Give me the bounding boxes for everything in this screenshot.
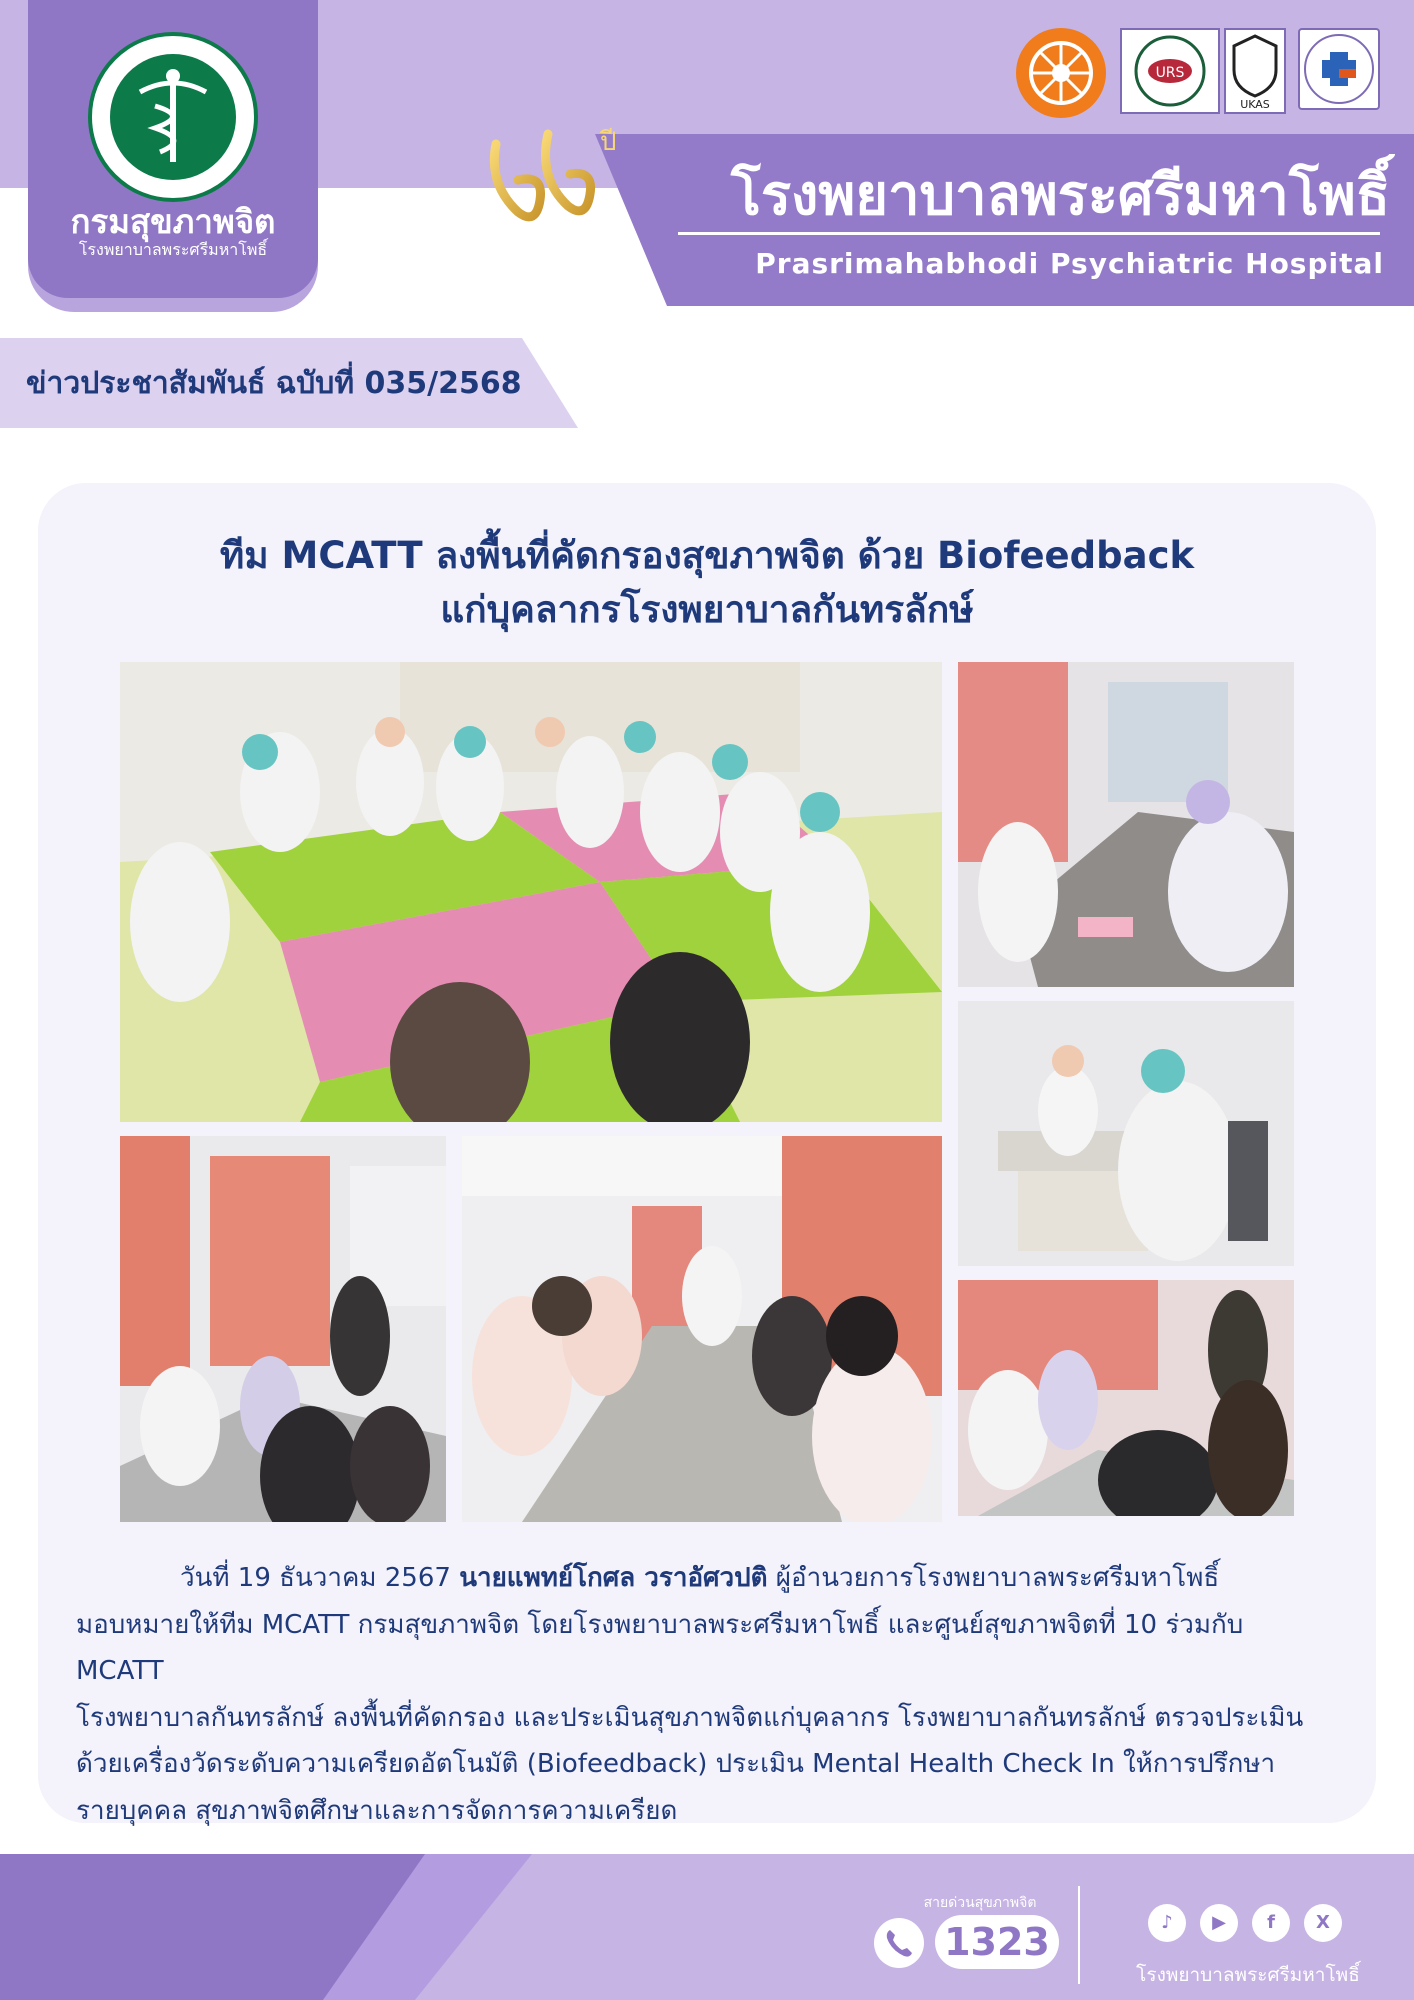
header-divider [678, 232, 1380, 235]
photo-consultation-desk [958, 1001, 1294, 1266]
article-date: วันที่ 19 ธันวาคม 2567 [180, 1563, 460, 1593]
press-release-label: ข่าวประชาสัมพันธ์ ฉบับที่ 035/2568 [26, 366, 522, 401]
article-body-line5: รายบุคคล สุขภาพจิตศึกษาและการจัดการความเครียด [76, 1795, 678, 1826]
svg-text:ปี: ปี [600, 127, 617, 157]
photo-biofeedback-desk [958, 662, 1294, 987]
hospital-name-english: Prasrimahabhodi Psychiatric Hospital [755, 247, 1384, 280]
healthcare-accreditation-logo [1298, 28, 1380, 110]
article-body-line1 [76, 1555, 1338, 1602]
photo-meeting-room [462, 1136, 942, 1522]
article-title-line1: ทีม MCATT ลงพื้นที่คัดกรองสุขภาพจิต ด้วย Biofeedback [219, 534, 1195, 577]
article-body-line2: มอบหมายให้ทีม MCATT กรมสุขภาพจิต โดยโรงพยาบาลพระศรีมหาโพธิ์ และศูนย์สุขภาพจิตที่ 10 ร่วมกับ MCATT [76, 1609, 1244, 1686]
ministry-seal-center [110, 54, 236, 180]
hotline-label: สายด่วนสุขภาพจิต [923, 1895, 1037, 1911]
hospital-name-thai: โรงพยาบาลพระศรีมหาโพธิ์ [730, 162, 1390, 228]
photo-group-session [120, 662, 942, 1122]
caduceus-icon [110, 54, 236, 180]
footer-divider [1078, 1886, 1080, 1984]
article-body [76, 1555, 1338, 1834]
photo-office-desk [120, 1136, 446, 1522]
article-body-line4: ด้วยเครื่องวัดระดับความเครียดอัตโนมัติ (Biofeedback) ประเมิน Mental Health Check In ให้การปรึกษา [76, 1749, 1276, 1779]
photo-screening-table [958, 1280, 1294, 1516]
department-name: กรมสุขภาพจิต [70, 202, 276, 241]
article-line1-rest: ผู้อำนวยการโรงพยาบาลพระศรีมหาโพธิ์ [767, 1563, 1220, 1593]
x-icon[interactable]: X [1304, 1904, 1342, 1942]
urs-iso-cert-logo [1120, 28, 1220, 114]
dharma-wheel-emblem [1014, 26, 1108, 120]
footer-hospital-name: โรงพยาบาลพระศรีมหาโพธิ์ [1136, 1964, 1360, 1986]
ministry-seal-logo [88, 32, 258, 202]
article-person: นายแพทย์โกศล วราอัศวปติ [459, 1563, 768, 1593]
ukas-cert-logo [1224, 28, 1286, 114]
hotline-number[interactable]: 1323 [935, 1915, 1059, 1969]
anniversary-77-logo [478, 114, 638, 244]
phone-icon [874, 1918, 924, 1968]
tiktok-icon[interactable]: ♪ [1148, 1904, 1186, 1942]
svg-text:UKAS: UKAS [1240, 98, 1270, 111]
svg-text:URS: URS [1155, 65, 1185, 81]
article-body-line3: โรงพยาบาลกันทรลักษ์ ลงพื้นที่คัดกรอง และประเมินสุขภาพจิตแก่บุคลากร โรงพยาบาลกันทรลักษ์ ตรวจประเมิน [76, 1702, 1304, 1733]
department-subname: โรงพยาบาลพระศรีมหาโพธิ์ [78, 240, 268, 259]
facebook-icon[interactable]: f [1252, 1904, 1290, 1942]
article-title-line2: แก่บุคลากรโรงพยาบาลกันทรลักษ์ [440, 588, 974, 631]
youtube-icon[interactable]: ▶ [1200, 1904, 1238, 1942]
